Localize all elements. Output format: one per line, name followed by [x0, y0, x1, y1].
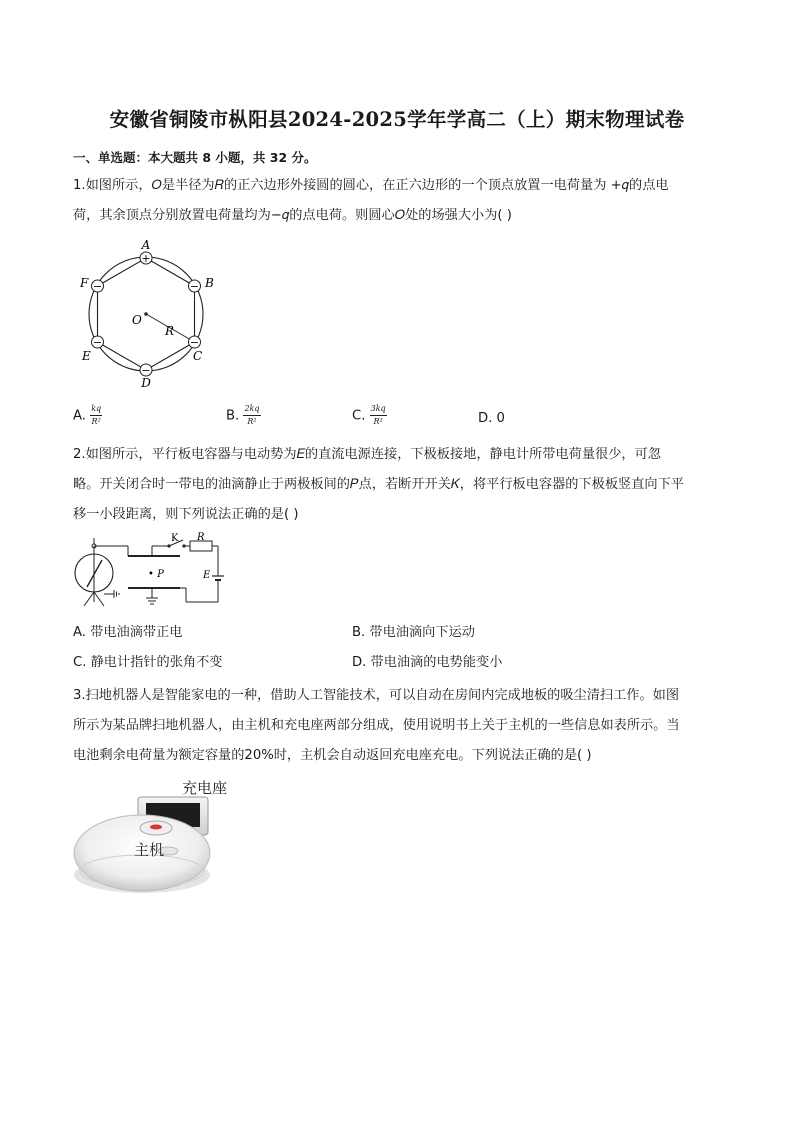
- option-2d: D. 带电油滴的电势能变小: [352, 655, 503, 670]
- minus-sign: −: [141, 364, 151, 377]
- question-1-line-1: 1.如图所示，𝑂是半径为𝑅的正六边形外接圆的圆心，在正六边形的一个顶点放置一电荷量为 +𝑞的点电: [73, 178, 669, 193]
- robot-vacuum-photo: [72, 775, 228, 895]
- label-R: R: [165, 324, 175, 338]
- label-A: A: [141, 238, 151, 252]
- charge-B: [189, 280, 201, 293]
- label-E: E: [203, 570, 211, 581]
- turret-indicator: [150, 825, 162, 830]
- minus-sign: −: [189, 280, 200, 293]
- question-3: [73, 681, 723, 771]
- label-F: F: [80, 276, 89, 290]
- exam-title: 安徽省铜陵市枞阳县2024-2025学年学高二（上）期末物理试卷: [109, 108, 685, 131]
- minus-sign: −: [92, 336, 103, 349]
- question-1-line-2: 荷，其余顶点分别放置电荷量均为−𝑞的点电荷。则圆心𝑂处的场强大小为( ): [73, 208, 512, 223]
- option-1c: C. $\frac{3kq}{\text{R²}}$: [352, 404, 386, 426]
- label-B: B: [205, 276, 214, 290]
- option-2a: A. 带电油滴带正电: [73, 625, 183, 640]
- option-1a: A. $\frac{kq}{\text{R²}}$: [73, 404, 102, 426]
- label-K: K: [171, 533, 179, 544]
- charge-E: [92, 336, 104, 349]
- center-point: [144, 312, 148, 316]
- option-2c: C. 静电计指针的张角不变: [73, 655, 223, 670]
- plus-sign: +: [141, 252, 151, 265]
- label-C: C: [193, 349, 203, 363]
- host-label: 主机: [134, 841, 165, 859]
- dock-label: 充电座: [182, 779, 228, 797]
- label-E: E: [82, 349, 91, 363]
- option-2b: B. 带电油滴向下运动: [352, 625, 475, 640]
- hexagon-charge-figure: [76, 238, 216, 390]
- label-R: R: [197, 532, 205, 543]
- minus-sign: −: [189, 336, 200, 349]
- question-3-line-3: 电池剩余电荷量为额定容量的20%时，主机会自动返回充电座充电。下列说法正确的是( ): [73, 748, 592, 763]
- question-2-line-1: 2.如图所示，平行板电容器与电动势为𝐸的直流电源连接，下极板接地，静电计所带电荷量很少，可忽: [73, 447, 661, 462]
- charge-F: [92, 280, 104, 293]
- question-1: [73, 171, 723, 231]
- capacitor-circuit-figure: [68, 532, 228, 612]
- option-1d: D. 0: [478, 411, 505, 426]
- minus-sign: −: [92, 280, 103, 293]
- question-3-line-2: 所示为某品牌扫地机器人，由主机和充电座两部分组成，使用说明书上关于主机的一些信息如表所示。当: [73, 718, 680, 733]
- question-2: [73, 440, 723, 530]
- section-heading: 一、单选题：本大题共 8 小题，共 32 分。: [73, 150, 317, 165]
- question-2-line-3: 移一小段距离，则下列说法正确的是( ): [73, 507, 299, 522]
- option-1b: B. $\frac{2kq}{\text{R²}}$: [226, 404, 260, 426]
- question-3-line-1: 3.扫地机器人是智能家电的一种，借助人工智能技术，可以自动在房间内完成地板的吸尘清扫工作。如图: [73, 688, 680, 703]
- label-O: O: [132, 313, 142, 327]
- point-P: • P: [148, 569, 164, 580]
- charge-C: [189, 336, 201, 349]
- question-2-line-2: 略。开关闭合时一带电的油滴静止于两极板间的𝑃点，若断开开关𝐾，将平行板电容器的下极板竖直向下平: [73, 477, 684, 492]
- label-D: D: [141, 376, 151, 390]
- charge-A: [140, 252, 152, 265]
